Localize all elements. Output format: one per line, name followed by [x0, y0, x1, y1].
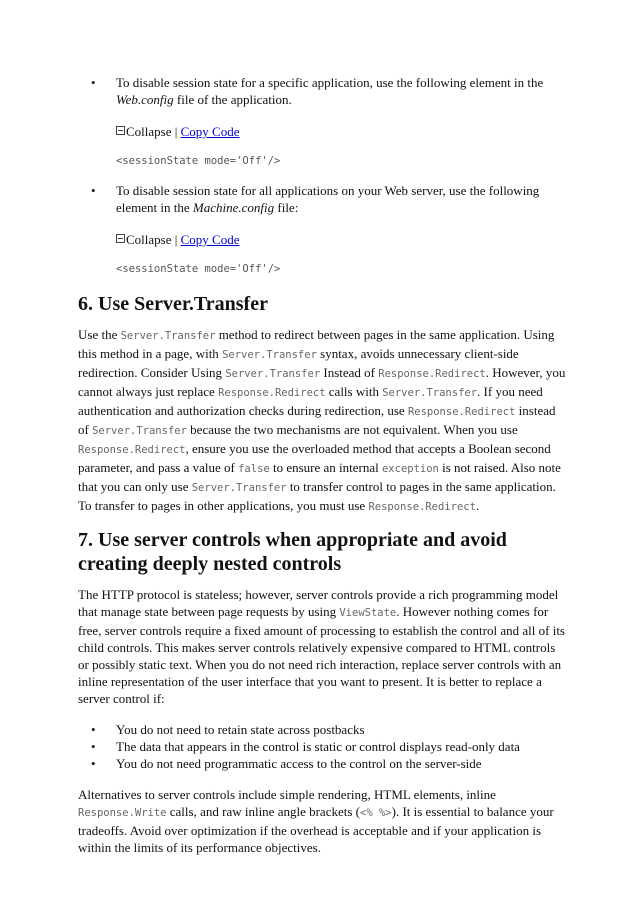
bullet-item-server-session: [78, 182, 568, 216]
code-snippet: <sessionState mode='Off'/>: [116, 155, 281, 167]
copy-code-link[interactable]: Copy Code: [180, 124, 240, 139]
section-heading-7: 7. Use server controls when appropriate and avoid creating deeply nested controls: [78, 529, 507, 575]
bullet-item-app-session: [78, 74, 568, 108]
bullet-icon: •: [91, 75, 96, 90]
section-6-paragraph: Use the Server.Transfer method to redirect between pages in the same application. Using this method in a page, with Server.Transfer syntax, avoids unnecessary client-side redirection. Consider Using Server.Transfer Instead of Response.Redirect. However, you cannot always just replace Response.Redirect calls with Server.Transfer. If you need authentication and authorization checks during redirection, use Response.Redirect instead of Server.Transfer because the two mechanisms are not equivalent. When you use Response.Redirect, ensure you use the overloaded method that accepts a Boolean second parameter, and pass a value of false to ensure an internal exception is not raised. Also note that you can only use Server.Transfer to transfer control to pages in the same application. To transfer to pages in other applications, you must use Response.Redirect.: [78, 327, 566, 513]
collapse-minus-icon[interactable]: [116, 126, 125, 135]
list-item: • You do not need to retain state across postbacks: [78, 721, 568, 738]
list-item: • You do not need programmatic access to the control on the server-side: [78, 755, 568, 772]
section-heading-6: 6. Use Server.Transfer: [78, 293, 268, 315]
document-page: [78, 74, 568, 856]
code-snippet: <sessionState mode='Off'/>: [116, 263, 281, 275]
collapse-minus-icon[interactable]: [116, 234, 125, 243]
bullet-icon: •: [91, 183, 96, 198]
bullet-text: To disable session state for all applications on your Web server, use the following element in the Machine.config file:: [116, 183, 540, 215]
collapse-label[interactable]: Collapse |: [126, 232, 181, 247]
copy-code-link[interactable]: Copy Code: [180, 232, 240, 247]
alternatives-paragraph: Alternatives to server controls include simple rendering, HTML elements, inline Response.Write calls, and raw inline angle brackets (<% %>). It is essential to balance your tradeoffs. Avoid over optimization if the overhead is acceptable and if your application is within the limits of its performance objectives.: [78, 787, 554, 855]
server-control-list: [78, 721, 568, 772]
list-item: • The data that appears in the control is static or control displays read-only data: [78, 738, 568, 755]
bullet-text: To disable session state for a specific application, use the following element in the Web.config file of the application.: [116, 75, 544, 107]
section-7-paragraph: The HTTP protocol is stateless; however, server controls provide a rich programming model that manage state between page requests by using ViewState. However nothing comes for free, server controls require a fixed amount of processing to establish the control and all of its child controls. This makes server controls relatively expensive compared to HTML controls or possibly static text. When you do not need rich interaction, replace server controls with an inline representation of the user interface that you want to present. It is better to replace a server control if:: [78, 587, 565, 706]
collapse-label[interactable]: Collapse |: [126, 124, 181, 139]
collapse-bar: [116, 123, 568, 140]
collapse-bar: [116, 231, 568, 248]
